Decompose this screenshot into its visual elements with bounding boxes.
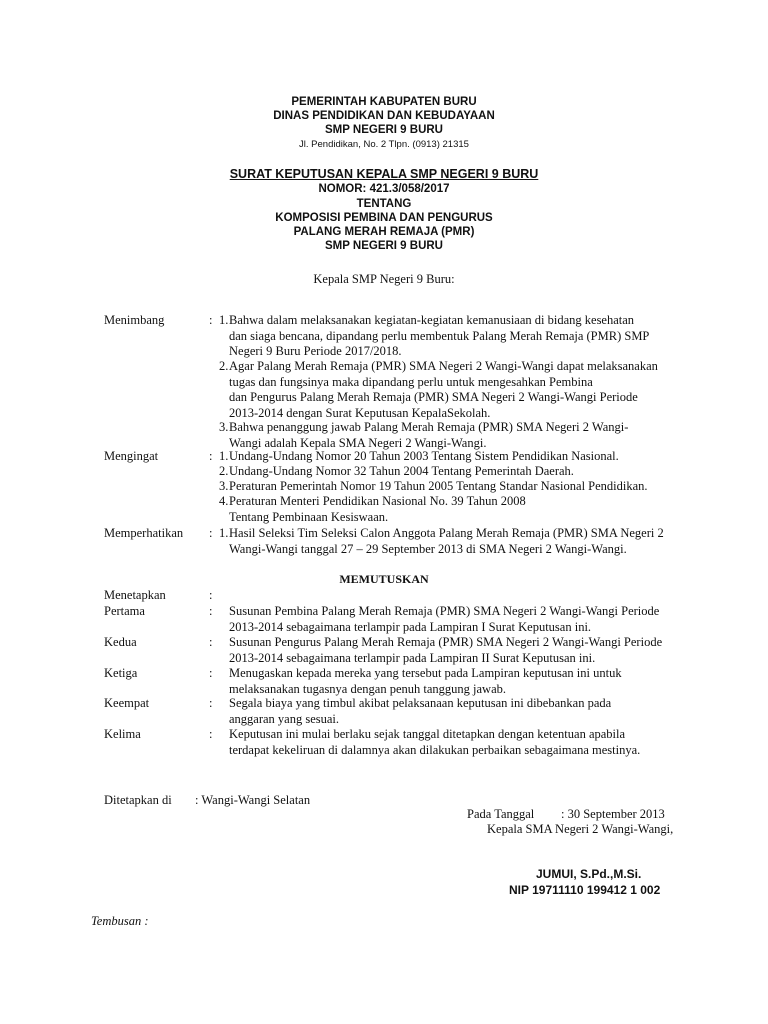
- mengingat-item: [229, 449, 678, 465]
- text-line: Negeri 9 Buru Periode 2017/2018.: [229, 344, 402, 358]
- memperhatikan-item: [229, 526, 678, 557]
- menimbang-label: Menimbang: [104, 313, 165, 327]
- intro-line: Kepala SMP Negeri 9 Buru:: [313, 272, 455, 286]
- text-line: Wangi adalah Kepala SMA Negeri 2 Wangi-Wangi.: [229, 435, 487, 450]
- subject-line-1: KOMPOSISI PEMBINA DAN PENGURUS: [275, 212, 493, 224]
- decision-label: Kelima: [104, 727, 141, 741]
- menetapkan-colon: :: [209, 588, 213, 602]
- header-line-2: DINAS PENDIDIKAN DAN KEBUDAYAAN: [273, 110, 495, 122]
- text-line: Bahwa dalam melaksanakan kegiatan-kegiatan kemanusiaan di bidang kesehatan: [229, 313, 635, 327]
- memperhatikan-number: 1.: [219, 526, 229, 540]
- signatory-nip: NIP 19711110 199412 1 002: [509, 883, 661, 897]
- mengingat-number: 3.: [219, 479, 229, 493]
- text-line: dan Pengurus Palang Merah Remaja (PMR) SMA Negeri 2 Wangi-Wangi Periode: [229, 390, 638, 404]
- menetapkan-label: Menetapkan: [104, 588, 166, 602]
- header-address: Jl. Pendidikan, No. 2 Tlpn. (0913) 21315: [299, 139, 469, 150]
- subject-line-3: SMP NEGERI 9 BURU: [324, 240, 443, 252]
- text-line: 2013-2014 sebagaimana terlampir pada Lampiran I Surat Keputusan ini.: [229, 619, 592, 634]
- pada-tanggal-label: Pada Tanggal: [467, 807, 535, 821]
- text-line: dan siaga bencana, dipandang perlu membentuk Palang Merah Remaja (PMR) SMP: [229, 328, 650, 343]
- mengingat-number: 1.: [219, 449, 229, 463]
- menimbang-colon: :: [209, 313, 213, 327]
- decision-colon: :: [209, 635, 213, 649]
- decision-text: [229, 727, 678, 758]
- signatory-position: Kepala SMA Negeri 2 Wangi-Wangi,: [487, 822, 674, 836]
- ditetapkan-label: Ditetapkan di: [104, 793, 172, 807]
- mengingat-label: Mengingat: [104, 449, 159, 463]
- tembusan-label: Tembusan :: [91, 914, 149, 928]
- menimbang-item: [229, 359, 678, 421]
- text-line: Keputusan ini mulai berlaku sejak tanggal ditetapkan dengan ketentuan apabila: [229, 727, 626, 741]
- tentang-heading: TENTANG: [356, 198, 412, 210]
- menimbang-number: 1.: [219, 313, 229, 327]
- text-line: Segala biaya yang timbul akibat pelaksanaan keputusan ini dibebankan pada: [229, 696, 612, 710]
- text-line: anggaran yang sesuai.: [229, 711, 340, 726]
- text-line: Undang-Undang Nomor 20 Tahun 2003 Tentang Sistem Pendidikan Nasional.: [229, 449, 619, 463]
- menimbang-number: 3.: [219, 420, 229, 434]
- decision-colon: :: [209, 696, 213, 710]
- memperhatikan-colon: :: [209, 526, 213, 540]
- decision-text: [229, 666, 678, 697]
- decision-text: [229, 635, 678, 666]
- mengingat-number: 2.: [219, 464, 229, 478]
- text-line: 2013-2014 dengan Surat Keputusan KepalaSekolah.: [229, 405, 491, 420]
- text-line: Undang-Undang Nomor 32 Tahun 2004 Tentang Pemerintah Daerah.: [229, 464, 574, 478]
- text-line: Peraturan Menteri Pendidikan Nasional No. 39 Tahun 2008: [229, 494, 526, 508]
- decision-colon: :: [209, 604, 213, 618]
- text-line: Menugaskan kepada mereka yang tersebut pada Lampiran keputusan ini untuk: [229, 666, 622, 680]
- header-line-1: PEMERINTAH KABUPATEN BURU: [291, 96, 477, 108]
- text-line: Hasil Seleksi Tim Seleksi Calon Anggota Palang Merah Remaja (PMR) SMA Negeri 2: [229, 526, 664, 540]
- decision-label: Kedua: [104, 635, 137, 649]
- text-line: Peraturan Pemerintah Nomor 19 Tahun 2005 Tentang Standar Nasional Pendidikan.: [229, 479, 648, 493]
- menimbang-number: 2.: [219, 359, 229, 373]
- decision-label: Keempat: [104, 696, 150, 710]
- menimbang-item: [229, 420, 678, 451]
- pada-tanggal-value: : 30 September 2013: [561, 807, 665, 821]
- text-line: melaksanakan tugasnya dengan penuh tanggung jawab.: [229, 681, 506, 696]
- decision-label: Pertama: [104, 604, 145, 618]
- menimbang-item: [229, 313, 678, 360]
- memutuskan-heading: MEMUTUSKAN: [339, 572, 429, 586]
- mengingat-number: 4.: [219, 494, 229, 508]
- signatory-name: JUMUI, S.Pd.,M.Si.: [536, 867, 642, 881]
- mengingat-item: [229, 464, 678, 480]
- subject-line-2: PALANG MERAH REMAJA (PMR): [293, 226, 475, 238]
- mengingat-item: [229, 494, 678, 525]
- text-line: Bahwa penanggung jawab Palang Merah Remaja (PMR) SMA Negeri 2 Wangi-: [229, 420, 629, 434]
- decision-colon: :: [209, 727, 213, 741]
- text-line: Wangi-Wangi tanggal 27 – 29 September 2013 di SMA Negeri 2 Wangi-Wangi.: [229, 541, 627, 556]
- text-line: Susunan Pengurus Palang Merah Remaja (PMR) SMA Negeri 2 Wangi-Wangi Periode: [229, 635, 663, 649]
- document-number: NOMOR: 421.3/058/2017: [318, 183, 450, 195]
- decision-text: [229, 696, 678, 727]
- decision-colon: :: [209, 666, 213, 680]
- header-line-3: SMP NEGERI 9 BURU: [324, 124, 443, 136]
- mengingat-colon: :: [209, 449, 213, 463]
- memperhatikan-label: Memperhatikan: [104, 526, 184, 540]
- decision-text: [229, 604, 678, 635]
- text-line: Tentang Pembinaan Kesiswaan.: [229, 509, 389, 524]
- text-line: 2013-2014 sebagaimana terlampir pada Lampiran II Surat Keputusan ini.: [229, 650, 596, 665]
- ditetapkan-value: : Wangi-Wangi Selatan: [195, 793, 311, 807]
- mengingat-item: [229, 479, 678, 495]
- decision-label: Ketiga: [104, 666, 138, 680]
- document-title: SURAT KEPUTUSAN KEPALA SMP NEGERI 9 BURU: [229, 167, 539, 181]
- text-line: Agar Palang Merah Remaja (PMR) SMA Negeri 2 Wangi-Wangi dapat melaksanakan: [229, 359, 658, 373]
- text-line: Susunan Pembina Palang Merah Remaja (PMR) SMA Negeri 2 Wangi-Wangi Periode: [229, 604, 660, 618]
- text-line: tugas dan fungsinya maka dipandang perlu untuk mengesahkan Pembina: [229, 374, 593, 389]
- text-line: terdapat kekeliruan di dalamnya akan dilakukan perbaikan sebagaimana mestinya.: [229, 742, 641, 757]
